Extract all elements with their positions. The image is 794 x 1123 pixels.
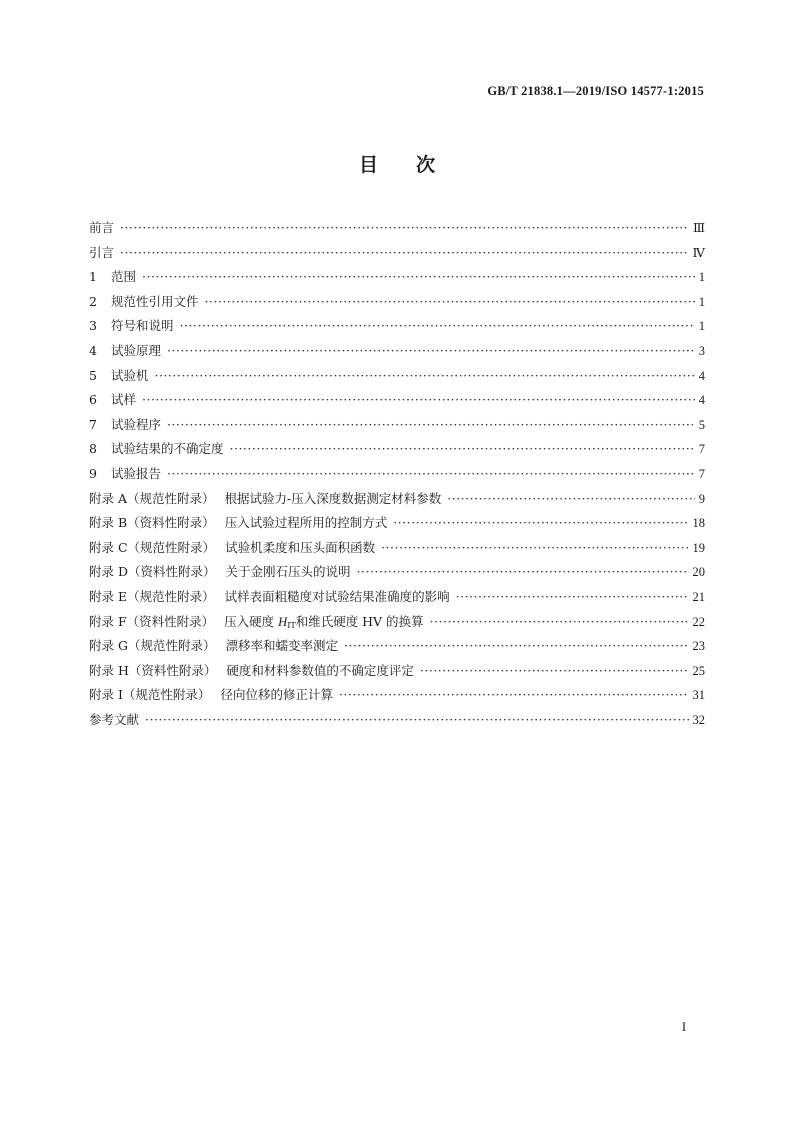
toc-entry-label bbox=[89, 560, 351, 585]
toc-annex-type: （规范性附录） bbox=[127, 539, 216, 555]
hardness-symbol: H bbox=[278, 614, 288, 629]
toc-entry[interactable] bbox=[89, 487, 705, 512]
toc-entry-number: 7 bbox=[89, 416, 97, 432]
toc-entry-label bbox=[89, 585, 450, 610]
toc-entry-page: 23 bbox=[692, 639, 705, 654]
toc-entry[interactable] bbox=[89, 610, 705, 635]
toc-entry-title: 试验结果的不确定度 bbox=[111, 441, 224, 457]
toc-leader-dots bbox=[205, 290, 695, 315]
toc-annex-type: （资料性附录） bbox=[126, 613, 215, 629]
toc-entry-label bbox=[89, 683, 333, 708]
toc-entry[interactable] bbox=[89, 241, 705, 266]
toc-annex-type: （规范性附录） bbox=[127, 588, 215, 604]
table-of-contents bbox=[89, 216, 705, 732]
toc-entry-label bbox=[89, 290, 199, 315]
toc-entry-number: 附录 I bbox=[89, 687, 123, 703]
toc-entry-title: 漂移率和蠕变率测定 bbox=[225, 638, 338, 654]
toc-entry-title: 试验机 bbox=[111, 367, 149, 383]
toc-entry-number: 附录 H bbox=[89, 662, 129, 678]
toc-leader-dots bbox=[167, 413, 695, 438]
toc-entry-label bbox=[89, 437, 224, 462]
toc-entry-label bbox=[89, 388, 136, 413]
toc-entry-page: 4 bbox=[698, 368, 705, 383]
page-number: I bbox=[681, 1020, 686, 1034]
toc-entry-number: 附录 D bbox=[89, 564, 128, 580]
toc-entry[interactable] bbox=[89, 683, 705, 708]
toc-annex-type: （规范性附录） bbox=[127, 490, 215, 506]
toc-annex-type: （规范性附录） bbox=[127, 638, 216, 654]
toc-entry-number: 9 bbox=[89, 465, 97, 481]
toc-entry[interactable] bbox=[89, 634, 705, 659]
toc-entry[interactable] bbox=[89, 364, 705, 389]
toc-entry[interactable] bbox=[89, 339, 705, 364]
toc-entry-label bbox=[89, 339, 161, 364]
hardness-symbol-subscript: IT bbox=[287, 620, 296, 630]
toc-leader-dots bbox=[180, 314, 695, 339]
toc-entry[interactable] bbox=[89, 413, 705, 438]
toc-leader-dots bbox=[456, 585, 689, 610]
toc-annex-type: （规范性附录） bbox=[122, 687, 211, 703]
toc-entry-number: 附录 F bbox=[89, 613, 127, 629]
toc-entry-label bbox=[89, 265, 136, 290]
toc-entry-title: 前言 bbox=[89, 220, 115, 235]
toc-leader-dots bbox=[430, 610, 689, 635]
toc-entry-number: 3 bbox=[89, 318, 97, 334]
toc-leader-dots bbox=[381, 536, 688, 561]
toc-entry[interactable] bbox=[89, 511, 705, 536]
toc-entry-title: 径向位移的修正计算 bbox=[220, 687, 333, 703]
toc-entry[interactable] bbox=[89, 216, 705, 241]
toc-leader-dots bbox=[447, 487, 694, 512]
toc-entry-title: 压入试验过程所用的控制方式 bbox=[224, 515, 388, 531]
toc-entry-number: 附录 E bbox=[89, 588, 128, 604]
toc-entry-label bbox=[89, 314, 174, 339]
toc-entry[interactable] bbox=[89, 585, 705, 610]
toc-entry-page: 7 bbox=[698, 466, 705, 481]
toc-entry-title: 试验机柔度和压头面积函数 bbox=[225, 539, 376, 555]
toc-entry-page: 20 bbox=[692, 565, 705, 580]
toc-entry-page: Ⅳ bbox=[692, 245, 705, 260]
toc-entry-label bbox=[89, 413, 161, 438]
toc-entry-page: 31 bbox=[692, 688, 705, 703]
toc-entry-label bbox=[89, 241, 114, 266]
toc-entry-page: 21 bbox=[692, 589, 705, 604]
toc-entry-label bbox=[89, 634, 338, 659]
toc-entry-title: 试验程序 bbox=[111, 416, 162, 432]
toc-entry-title: 试验原理 bbox=[111, 342, 162, 358]
toc-entry-page: 5 bbox=[698, 417, 705, 432]
toc-entry[interactable] bbox=[89, 659, 705, 684]
toc-entry-title: 压入硬度 bbox=[224, 613, 279, 629]
toc-entry-number: 附录 A bbox=[89, 490, 128, 506]
toc-annex-type: （资料性附录） bbox=[128, 564, 216, 580]
toc-leader-dots bbox=[120, 241, 688, 266]
toc-entry[interactable] bbox=[89, 388, 705, 413]
toc-entry[interactable] bbox=[89, 290, 705, 315]
toc-entry-title: 规范性引用文件 bbox=[111, 293, 199, 309]
toc-entry-title: 试样表面粗糙度对试验结果准确度的影响 bbox=[224, 588, 450, 604]
toc-entry-number: 1 bbox=[89, 269, 97, 285]
toc-entry-page: 32 bbox=[692, 712, 705, 727]
toc-annex-type: （资料性附录） bbox=[127, 515, 215, 531]
toc-entry-number: 4 bbox=[89, 342, 97, 358]
toc-entry-label bbox=[89, 511, 387, 536]
toc-entry-page: 7 bbox=[698, 442, 705, 457]
toc-entry-title: 引言 bbox=[89, 244, 115, 260]
toc-leader-dots bbox=[142, 388, 695, 413]
toc-entry-number: 8 bbox=[89, 441, 97, 457]
toc-entry-title-rest: 和维氏硬度 HV 的换算 bbox=[295, 613, 424, 629]
toc-entry-page: 1 bbox=[698, 294, 705, 309]
toc-entry-page: 18 bbox=[692, 516, 705, 531]
toc-leader-dots bbox=[167, 339, 695, 364]
toc-leader-dots bbox=[344, 634, 689, 659]
toc-entry-number: 2 bbox=[89, 293, 97, 309]
toc-entry-label bbox=[89, 364, 149, 389]
toc-entry-page: 3 bbox=[698, 343, 705, 358]
toc-entry-label bbox=[89, 487, 441, 512]
toc-leader-dots bbox=[339, 683, 689, 708]
toc-entry-label bbox=[89, 462, 161, 487]
standard-code: GB/T 21838.1—2019/ISO 14577-1:2015 bbox=[487, 84, 704, 98]
toc-entry-title: 根据试验力-压入深度数据测定材料参数 bbox=[224, 490, 442, 506]
toc-leader-dots bbox=[420, 659, 689, 684]
toc-leader-dots bbox=[393, 511, 688, 536]
toc-entry-label bbox=[89, 216, 114, 241]
toc-entry-page: 22 bbox=[692, 614, 705, 629]
toc-entry[interactable] bbox=[89, 536, 705, 561]
toc-entry-number: 5 bbox=[89, 367, 97, 383]
toc-entry-page: Ⅲ bbox=[692, 221, 705, 235]
toc-entry-title: 硬度和材料参数值的不确定度评定 bbox=[226, 662, 414, 678]
toc-entry-title: 范围 bbox=[111, 269, 137, 285]
toc-entry-number: 6 bbox=[89, 392, 97, 408]
toc-entry-page: 9 bbox=[698, 491, 705, 506]
toc-entry-page: 1 bbox=[698, 319, 705, 334]
toc-entry-number: 附录 C bbox=[89, 539, 128, 555]
toc-entry-title: 符号和说明 bbox=[111, 318, 174, 334]
toc-leader-dots bbox=[142, 265, 695, 290]
toc-entry-title: 关于金刚石压头的说明 bbox=[225, 564, 351, 580]
toc-leader-dots bbox=[155, 364, 695, 389]
page-title: 目次 bbox=[358, 154, 473, 176]
toc-entry[interactable] bbox=[89, 265, 705, 290]
toc-entry-page: 25 bbox=[692, 663, 705, 678]
toc-entry-label bbox=[89, 708, 139, 733]
toc-leader-dots bbox=[120, 216, 689, 241]
toc-entry-number: 附录 B bbox=[89, 515, 128, 531]
toc-leader-dots bbox=[145, 708, 688, 733]
toc-entry[interactable] bbox=[89, 560, 705, 585]
toc-annex-type: （资料性附录） bbox=[128, 662, 217, 678]
toc-entry-number: 附录 G bbox=[89, 638, 128, 654]
toc-entry-title: 参考文献 bbox=[89, 711, 140, 727]
toc-entry[interactable] bbox=[89, 708, 705, 733]
toc-entry[interactable] bbox=[89, 437, 705, 462]
toc-leader-dots bbox=[230, 437, 695, 462]
toc-entry-label bbox=[89, 659, 414, 684]
toc-leader-dots bbox=[167, 462, 695, 487]
toc-entry-page: 4 bbox=[698, 393, 705, 408]
toc-entry[interactable] bbox=[89, 314, 705, 339]
toc-entry-title: 试验报告 bbox=[111, 465, 162, 481]
toc-entry-title: 试样 bbox=[111, 392, 137, 408]
toc-entry-page: 19 bbox=[692, 540, 705, 555]
toc-entry-label bbox=[89, 536, 375, 561]
toc-entry[interactable] bbox=[89, 462, 705, 487]
toc-leader-dots bbox=[357, 560, 689, 585]
toc-entry-page: 1 bbox=[698, 270, 705, 285]
